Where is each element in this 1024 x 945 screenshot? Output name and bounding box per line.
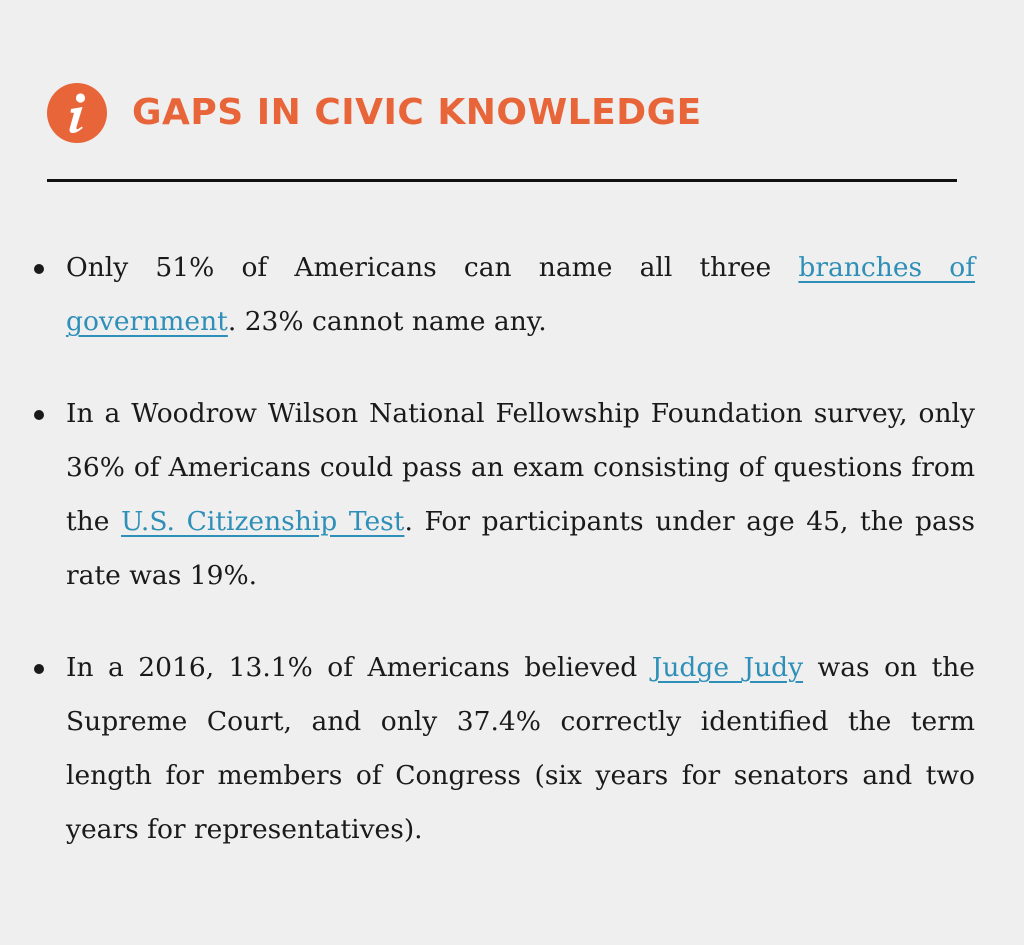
page-title: GAPS IN CIVIC KNOWLEDGE [132, 92, 702, 133]
fact-text-before: In a 2016, 13.1% of Americans believed [66, 652, 652, 683]
link-citizenship-test[interactable]: U.S. Citizenship Test [121, 506, 405, 537]
fact-text-after: . 23% cannot name any. [227, 306, 547, 337]
fact-text-after: . For participants under age 45, the pass rate was 19%. [66, 506, 976, 591]
fact-item-judge-judy [30, 641, 975, 857]
bullet-icon [34, 410, 44, 420]
link-judge-judy[interactable]: Judge Judy [651, 652, 804, 683]
info-icon [47, 83, 107, 143]
bullet-icon [34, 664, 44, 674]
fact-item-citizenship [30, 387, 975, 603]
bullet-icon [34, 264, 44, 274]
facts-list [30, 241, 975, 895]
section-header [47, 83, 702, 143]
fact-text-before: In a Woodrow Wilson National Fellowship Foundation survey, only 36% of Americans could pass an exam consisting of questions from the [66, 398, 975, 537]
link-branches-of-government[interactable]: branches of government [66, 252, 976, 337]
header-divider [47, 179, 957, 182]
fact-text-before: Only 51% of Americans can name all three [66, 252, 799, 283]
fact-item-branches [30, 241, 975, 349]
fact-text-after: was on the Supreme Court, and only 37.4% correctly identified the term length for members of Congress (six years for senators and two years for representatives). [66, 652, 975, 845]
